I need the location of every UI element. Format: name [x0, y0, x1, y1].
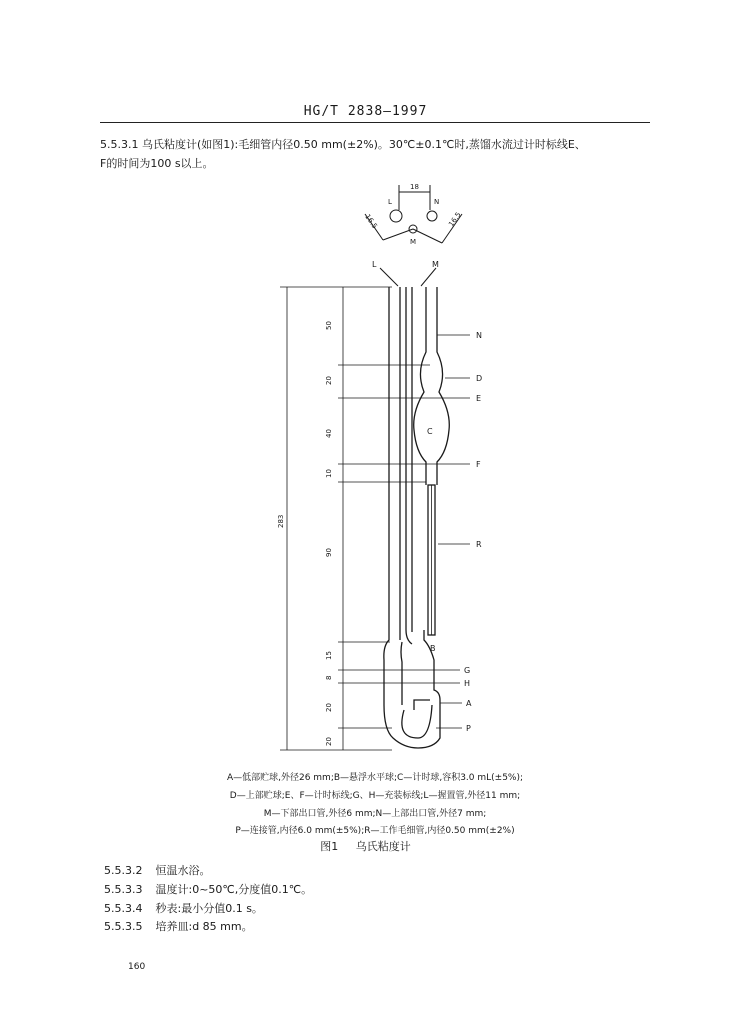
seg-dim-15: 15 [325, 651, 333, 660]
top-view [365, 185, 462, 243]
tube-label-l: L [372, 260, 377, 269]
clause-text: 温度计:0~50℃,分度值0.1℃。 [155, 883, 313, 896]
tube-label-m: M [432, 260, 439, 269]
top-dim-right: 16.5 [447, 210, 463, 229]
clause-5-5-3-5 [104, 918, 253, 934]
callout-b: B [430, 644, 436, 653]
standard-header: HG/T 2838—1997 [303, 104, 428, 119]
viscometer-drawing [262, 176, 502, 761]
page-number: 160 [128, 962, 146, 972]
caption-label: 图1 [320, 840, 339, 853]
top-label-n: N [434, 198, 440, 206]
caption-title: 乌氏粘度计 [355, 840, 411, 853]
top-dim-left: 16.5 [363, 212, 379, 231]
top-label-l: L [388, 198, 392, 206]
figure-caption [0, 838, 731, 854]
clause-text: 恒温水浴。 [155, 864, 211, 877]
clause-5-5-3-3 [104, 881, 312, 897]
legend-line-3: M—下部出口管,外径6 mm;N—上部出口管,外径7 mm; [263, 809, 487, 819]
clause-number: 5.5.3.3 [104, 883, 143, 896]
seg-dim-20c: 20 [325, 737, 333, 746]
clause-number: 5.5.3.4 [104, 902, 143, 915]
legend-line-4: P—连接管,内径6.0 mm(±5%);R—工作毛细管,内径0.50 mm(±2%) [235, 826, 515, 836]
top-dim-18: 18 [410, 183, 419, 191]
callout-a: A [466, 699, 472, 708]
callout-d: D [476, 374, 483, 383]
clause-5-5-3-4 [104, 900, 263, 916]
callout-f: F [476, 460, 481, 469]
clause-text: 培养皿:d 85 mm。 [155, 920, 253, 933]
seg-dim-20b: 20 [325, 703, 333, 712]
callout-r: R [476, 540, 482, 549]
clause-number: 5.5.3.5 [104, 920, 143, 933]
callout-p: P [466, 724, 471, 733]
seg-dim-8: 8 [325, 675, 333, 680]
legend-line-2: D—上部贮球;E、F—计时标线;G、H—充装标线;L—握置管,外径11 mm; [229, 791, 521, 801]
callout-n: N [476, 331, 482, 340]
seg-dim-90: 90 [325, 548, 333, 557]
clause-5-5-3-2 [104, 862, 211, 878]
seg-dim-50: 50 [325, 321, 333, 330]
seg-dim-20a: 20 [325, 376, 333, 385]
seg-dim-40: 40 [325, 429, 333, 438]
callout-c: C [427, 427, 433, 436]
clause-number: 5.5.3.2 [104, 864, 143, 877]
seg-dim-10: 10 [325, 469, 333, 478]
total-height-dim: 283 [277, 514, 285, 528]
clause-text: 秒表:最小分值0.1 s。 [155, 902, 263, 915]
header-rule [100, 122, 650, 123]
callout-e: E [476, 394, 482, 403]
clause-line-1: 5.5.3.1 乌氏粘度计(如图1):毛细管内径0.50 mm(±2%)。30℃±0.1℃时,蒸馏水流过计时标线E、 [100, 138, 586, 151]
top-label-m: M [410, 238, 417, 246]
clause-5-5-3-1 [100, 135, 660, 173]
callout-g: G [464, 666, 471, 675]
clause-line-2: F的时间为100 s以上。 [100, 157, 214, 170]
legend-line-1: A—低部贮球,外径26 mm;B—悬浮水平球;C—计时球,容积3.0 mL(±5%); [226, 773, 524, 783]
viscometer-body [384, 287, 449, 748]
callout-h: H [464, 679, 471, 688]
